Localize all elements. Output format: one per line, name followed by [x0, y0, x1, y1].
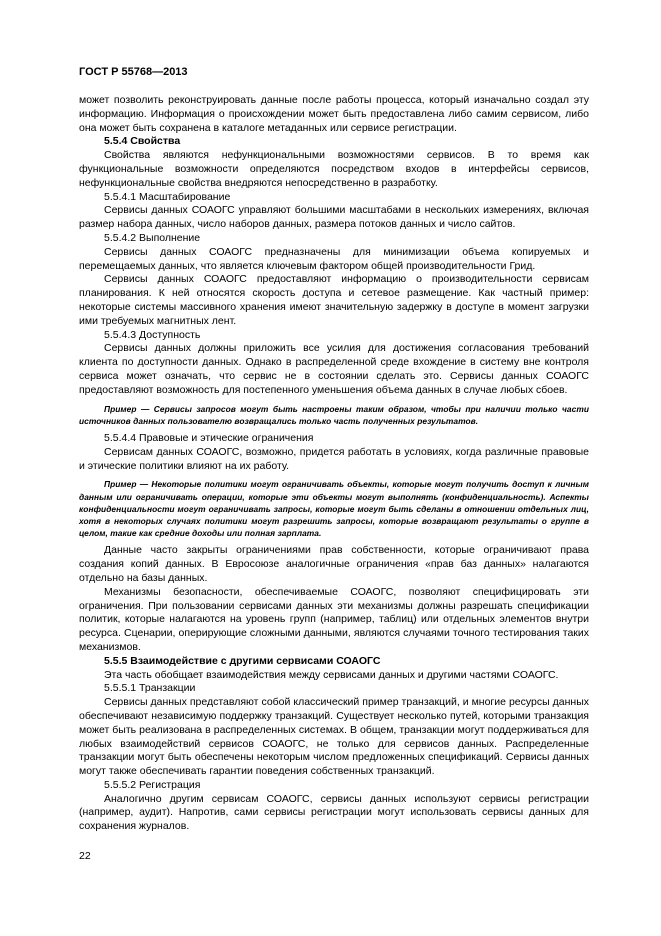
body-paragraph: Сервисы данных должны приложить все усилия для достижения согласования требований клиента по доступности данных. Однако в распределенной среде вхождение в систему вне контроля сервиса может означать, что сервис не в состоянии сделать это. Сервисы данных СОАОГС предоставляют возможность для постепенного уменьшения объема данных в случае любых сбоев. [79, 342, 589, 396]
subsection-heading: 5.5.4.3 Доступность [104, 328, 201, 341]
body-paragraph: Сервисы данных представляют собой классический пример транзакций, и многие ресурсы данных обеспечивают независимую поддержку транзакций. Существует несколько путей, которыми транзакция может быть реализована в распределенных системах. В общем, транзакции могут поддерживаться для любых взаимодействий сервисов СОАОГС, не только для сервисов данных. Распределенные транзакции могут быть обеспечены некоторым числом предложенных спецификаций. Сервисы данных могут также обеспечивать гарантии поведения собственных транзакций. [79, 696, 589, 778]
body-paragraph: Аналогично другим сервисам СОАОГС, сервисы данных используют сервисы регистрации (например, аудит). Напротив, сами сервисы регистрации могут использовать сервисы данных для сохранения журналов. [79, 792, 589, 833]
body-paragraph: может позволить реконструировать данные после работы процесса, который изначально создал эту информацию. Информация о происхождении может быть предоставлена либо самим сервисом, либо она может быть сохранена в каталоге метаданных или сервисе регистрации. [79, 94, 589, 134]
page-number: 22 [79, 850, 91, 862]
example-note: Пример — Сервисы запросов могут быть настроены таким образом, чтобы при наличии только части источников данных пользователю возвращались только часть полученных результатов. [79, 403, 589, 426]
document-body [79, 94, 589, 834]
body-paragraph: Механизмы безопасности, обеспечиваемые СОАОГС, позволяют специфицировать эти ограничения. При пользовании сервисами данных эти механизмы должны разрешать спецификации политик, которые налагаются на уровень групп (например, таблиц) или отдельных элементов внутри ресурса. Сценарии, оперирующие сложными данными, являются случаями точного тестирования таких механизмов. [79, 585, 589, 653]
body-paragraph: Сервисы данных СОАОГС предназначены для минимизации объема копируемых и перемещаемых данных, что является ключевым фактором общей производительности Грид. [79, 245, 589, 272]
body-paragraph: Свойства являются нефункциональными возможностями сервисов. В то время как функциональные возможности определяются посредством входов в интерфейсы сервисов, нефункциональные свойства внедряются непосредственно в разработку. [79, 149, 589, 189]
section-heading: 5.5.4 Свойства [104, 135, 181, 148]
subsection-heading: 5.5.4.1 Масштабирование [104, 190, 231, 203]
body-paragraph: Данные часто закрыты ограничениями прав собственности, которые ограничивают права создания копий данных. В Евросоюзе аналогичные ограничения «прав баз данных» налагаются отдельно на базы данных. [79, 544, 589, 584]
section-heading: 5.5.5 Взаимодействие с другими сервисами СОАОГС [104, 654, 381, 667]
body-paragraph: Эта часть обобщает взаимодействия между сервисами данных и другими частями СОАОГС. [104, 668, 559, 681]
document-header: ГОСТ Р 55768—2013 [79, 66, 188, 78]
example-note: Пример — Некоторые политики могут ограничивать объекты, которые могут получить доступ к личным данным или ограничивать операции, которые эти объекты могут выполнять (конфиденциальность). Аспекты конфиденциальности могут ограничивать запросы, которые могут быть сделаны в отношении отдельных лиц, хотя в некоторых случаях политики могут разрешить запросы, которые возвращают результаты о группе в целом, такие как средние доходы или полная зарплата. [79, 479, 589, 539]
body-paragraph: Сервисы данных СОАОГС предоставляют информацию о производительности сервисам планирования. К ней относятся скорость доступа и сетевое размещение. Как частный пример: некоторые системы массивного хранения имеют значительную задержку в доступе в момент загрузки ими требуемых магнитных лент. [79, 273, 589, 327]
body-paragraph: Сервисы данных СОАОГС управляют большими масштабами в нескольких измерениях, включая размер набора данных, число наборов данных, размера потоков данных и число сайтов. [79, 204, 589, 231]
subsection-heading: 5.5.5.2 Регистрация [104, 778, 201, 791]
subsection-heading: 5.5.4.4 Правовые и этические ограничения [104, 431, 314, 444]
subsection-heading: 5.5.4.2 Выполнение [104, 231, 201, 244]
subsection-heading: 5.5.5.1 Транзакции [104, 682, 196, 695]
body-paragraph: Сервисам данных СОАОГС, возможно, придется работать в условиях, когда различные правовые и этические политики влияют на их работу. [79, 445, 589, 472]
